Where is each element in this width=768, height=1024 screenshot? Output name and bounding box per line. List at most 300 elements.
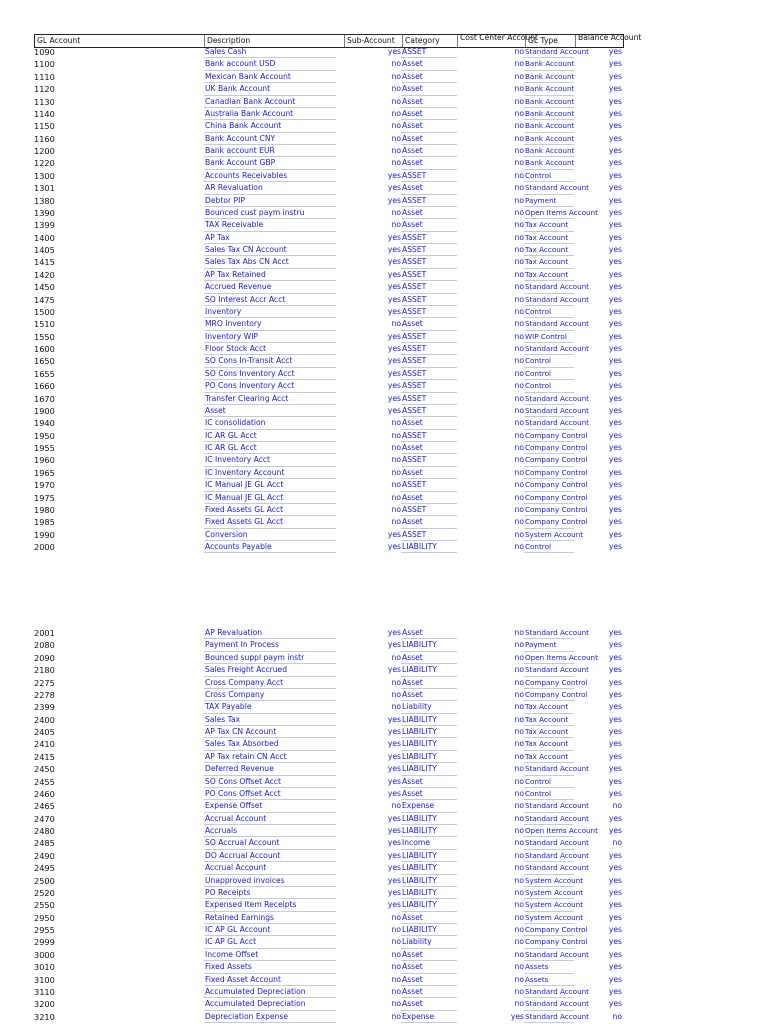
gl-type-cell: Company Control xyxy=(524,454,574,466)
gl-type-cell: Assets xyxy=(524,974,574,986)
description-cell: Canadian Bank Account xyxy=(204,96,336,108)
sub-account-cell: yes xyxy=(387,405,401,415)
description-cell: Income Offset xyxy=(204,949,336,961)
table-row xyxy=(34,145,624,157)
category-cell: Asset xyxy=(401,677,457,689)
balance-account-cell: yes xyxy=(608,776,622,786)
category-cell: LIABILITY xyxy=(401,862,457,874)
gl-account-cell: 2455 xyxy=(34,776,55,787)
description-cell: Debtor PIP xyxy=(204,195,336,207)
description-cell: Sales Freight Accrued xyxy=(204,664,336,676)
balance-account-cell: yes xyxy=(608,850,622,860)
cost-center-cell: no xyxy=(514,146,524,155)
gl-type-cell: Standard Account xyxy=(524,182,574,194)
balance-account-cell: yes xyxy=(608,108,622,118)
gl-account-cell: 1960 xyxy=(34,455,55,466)
gl-account-cell: 1160 xyxy=(34,133,55,144)
cost-center-cell: no xyxy=(514,257,524,267)
sub-account-cell: no xyxy=(391,962,401,972)
balance-account-cell: yes xyxy=(608,925,622,934)
balance-account-cell: yes xyxy=(608,640,622,650)
gl-type-cell: Bank Account xyxy=(524,96,574,108)
gl-type-cell: Standard Account xyxy=(524,343,574,355)
category-cell: Asset xyxy=(401,788,457,800)
gl-type-cell: Bank Account xyxy=(524,83,574,95)
cost-center-cell: no xyxy=(514,838,524,848)
sub-account-cell: no xyxy=(391,207,401,217)
sub-account-cell: no xyxy=(391,652,401,662)
table-row xyxy=(34,157,624,169)
table-row xyxy=(34,232,624,244)
cost-center-cell: no xyxy=(514,282,524,292)
account-table-section-1 xyxy=(34,46,624,553)
category-cell: LIABILITY xyxy=(401,875,457,887)
sub-account-cell: yes xyxy=(387,529,401,539)
sub-account-cell: yes xyxy=(387,764,401,774)
gl-account-cell: 2410 xyxy=(34,739,55,750)
cost-center-cell: no xyxy=(514,455,524,465)
description-cell: IC AP GL Acct xyxy=(204,936,336,948)
description-cell: Bank account EUR xyxy=(204,145,336,157)
gl-type-cell: Company Control xyxy=(524,430,574,442)
gl-account-cell: 2480 xyxy=(34,826,55,836)
cost-center-cell: no xyxy=(514,826,524,835)
description-cell: Deferred Revenue xyxy=(204,763,336,775)
gl-type-cell: Standard Account xyxy=(524,998,574,1010)
balance-account-cell: yes xyxy=(608,764,622,774)
cost-center-cell: no xyxy=(514,84,524,94)
gl-type-cell: Standard Account xyxy=(524,281,574,293)
balance-account-cell: yes xyxy=(608,133,622,143)
category-cell: Asset xyxy=(401,961,457,973)
cost-center-cell: no xyxy=(514,863,524,873)
gl-type-cell: System Account xyxy=(524,529,574,541)
description-cell: Bank Account CNY xyxy=(204,133,336,145)
description-cell: Australia Bank Account xyxy=(204,108,336,120)
sub-account-cell: yes xyxy=(387,826,401,835)
gl-type-cell: Bank Account xyxy=(524,58,574,70)
description-cell: SO Cons In-Transit Acct xyxy=(204,355,336,367)
description-cell: PO Cons Inventory Acct xyxy=(204,380,336,392)
gl-account-cell: 2450 xyxy=(34,764,55,775)
gl-account-cell: 1475 xyxy=(34,294,55,305)
cost-center-cell: no xyxy=(514,467,524,477)
gl-type-cell: Standard Account xyxy=(524,294,574,306)
table-row xyxy=(34,714,624,726)
gl-account-cell: 1550 xyxy=(34,331,55,342)
category-cell: LIABILITY xyxy=(401,763,457,775)
cost-center-cell: no xyxy=(514,529,524,539)
category-cell: Asset xyxy=(401,652,457,664)
gl-account-cell: 1980 xyxy=(34,504,55,515)
description-cell: Sales Tax Abs CN Acct xyxy=(204,256,336,268)
cost-center-cell: no xyxy=(514,96,524,106)
table-row xyxy=(34,813,624,825)
balance-account-cell: yes xyxy=(608,294,622,304)
header-balance-account: Balance Account xyxy=(575,35,624,47)
account-table-section-2 xyxy=(34,627,624,1023)
table-row xyxy=(34,368,624,380)
sub-account-cell: yes xyxy=(387,170,401,180)
gl-account-cell: 2500 xyxy=(34,875,55,886)
balance-account-cell: yes xyxy=(608,319,622,329)
category-cell: Asset xyxy=(401,108,457,120)
gl-type-cell: Tax Account xyxy=(524,714,574,726)
sub-account-cell: yes xyxy=(387,393,401,403)
category-cell: Asset xyxy=(401,627,457,639)
gl-account-cell: 1110 xyxy=(34,71,55,82)
category-cell: Asset xyxy=(401,442,457,454)
cost-center-cell: no xyxy=(514,962,524,972)
table-row xyxy=(34,1011,624,1023)
gl-account-cell: 1380 xyxy=(34,195,55,206)
category-cell: Expense xyxy=(401,1011,457,1023)
description-cell: Inventory WIP xyxy=(204,331,336,343)
sub-account-cell: no xyxy=(391,937,401,947)
cost-center-cell: no xyxy=(514,727,524,736)
category-cell: ASSET xyxy=(401,355,457,367)
balance-account-cell: yes xyxy=(608,937,622,947)
cost-center-cell: no xyxy=(514,689,524,699)
table-row xyxy=(34,306,624,318)
cost-center-cell: no xyxy=(514,344,524,353)
gl-account-cell: 2460 xyxy=(34,788,55,799)
balance-account-cell: yes xyxy=(608,628,622,637)
balance-account-cell: yes xyxy=(608,306,622,316)
table-row xyxy=(34,170,624,182)
category-cell: Asset xyxy=(401,71,457,83)
balance-account-cell: yes xyxy=(608,195,622,205)
cost-center-cell: no xyxy=(514,480,524,490)
category-cell: Asset xyxy=(401,998,457,1010)
table-row xyxy=(34,380,624,392)
sub-account-cell: yes xyxy=(387,331,401,341)
description-cell: SO Cons Inventory Acct xyxy=(204,368,336,380)
balance-account-cell: yes xyxy=(608,467,622,477)
gl-account-cell: 1955 xyxy=(34,443,55,453)
gl-type-cell: Standard Account xyxy=(524,1011,574,1023)
gl-type-cell: Bank Account xyxy=(524,71,574,83)
sub-account-cell: yes xyxy=(387,727,401,736)
table-row xyxy=(34,949,624,961)
balance-account-cell: yes xyxy=(608,504,622,514)
description-cell: Accumulated Depreciation xyxy=(204,986,336,998)
category-cell: LIABILITY xyxy=(401,899,457,911)
balance-account-cell: yes xyxy=(608,517,622,527)
table-row xyxy=(34,331,624,343)
gl-account-cell: 1500 xyxy=(34,306,55,317)
description-cell: TAX Receivable xyxy=(204,219,336,231)
description-cell: China Bank Account xyxy=(204,120,336,132)
gl-account-cell: 2520 xyxy=(34,887,55,898)
category-cell: LIABILITY xyxy=(401,850,457,862)
balance-account-cell: yes xyxy=(608,405,622,415)
sub-account-cell: no xyxy=(391,418,401,428)
gl-type-cell: Tax Account xyxy=(524,219,574,231)
gl-account-cell: 1900 xyxy=(34,405,55,416)
header-gl-type: GL Type xyxy=(525,35,575,47)
gl-type-cell: Company Control xyxy=(524,479,574,491)
gl-type-cell: Tax Account xyxy=(524,244,574,256)
gl-type-cell: Open Items Account xyxy=(524,207,574,219)
cost-center-cell: no xyxy=(514,925,524,934)
sub-account-cell: yes xyxy=(387,381,401,391)
gl-account-cell: 1130 xyxy=(34,96,55,107)
gl-type-cell: Standard Account xyxy=(524,986,574,998)
description-cell: TAX Payable xyxy=(204,701,336,713)
table-row xyxy=(34,467,624,479)
table-row xyxy=(34,182,624,194)
gl-type-cell: Tax Account xyxy=(524,751,574,763)
table-row xyxy=(34,664,624,676)
table-row xyxy=(34,825,624,837)
gl-type-cell: Control xyxy=(524,170,574,182)
table-row xyxy=(34,405,624,417)
category-cell: ASSET xyxy=(401,430,457,442)
sub-account-cell: yes xyxy=(387,232,401,242)
gl-type-cell: Tax Account xyxy=(524,269,574,281)
cost-center-cell: no xyxy=(514,47,524,56)
sub-account-cell: no xyxy=(391,677,401,687)
table-row xyxy=(34,492,624,504)
description-cell: Bank Account GBP xyxy=(204,157,336,169)
category-cell: ASSET xyxy=(401,454,457,466)
table-row xyxy=(34,738,624,750)
table-row xyxy=(34,800,624,812)
balance-account-cell: yes xyxy=(608,826,622,835)
table-row xyxy=(34,936,624,948)
description-cell: Cross Company Acct xyxy=(204,677,336,689)
gl-account-cell: 2465 xyxy=(34,801,55,812)
gl-type-cell: Control xyxy=(524,776,574,788)
gl-type-cell: Company Control xyxy=(524,492,574,504)
header-category: Category xyxy=(402,35,457,47)
balance-account-cell: yes xyxy=(608,170,622,180)
category-cell: ASSET xyxy=(401,281,457,293)
table-row xyxy=(34,108,624,120)
cost-center-cell: no xyxy=(514,912,524,922)
balance-account-cell: yes xyxy=(608,71,622,81)
table-row xyxy=(34,639,624,651)
balance-account-cell: yes xyxy=(608,962,622,972)
category-cell: ASSET xyxy=(401,170,457,182)
description-cell: Sales Tax CN Account xyxy=(204,244,336,256)
description-cell: Fixed Assets GL Acct xyxy=(204,516,336,528)
description-cell: Asset xyxy=(204,405,336,417)
balance-account-cell: yes xyxy=(608,912,622,922)
description-cell: AP Tax retain CN Acct xyxy=(204,751,336,763)
sub-account-cell: no xyxy=(391,158,401,168)
gl-account-cell: 2080 xyxy=(34,640,55,651)
sub-account-cell: yes xyxy=(387,344,401,353)
cost-center-cell: no xyxy=(514,108,524,118)
sub-account-cell: yes xyxy=(387,356,401,366)
cost-center-cell: no xyxy=(514,59,524,69)
gl-account-cell: 2399 xyxy=(34,702,55,713)
description-cell: Accrual Account xyxy=(204,813,336,825)
category-cell: LIABILITY xyxy=(401,664,457,676)
cost-center-cell: no xyxy=(514,628,524,637)
cost-center-cell: no xyxy=(514,418,524,428)
balance-account-cell: yes xyxy=(608,949,622,959)
category-cell: Asset xyxy=(401,157,457,169)
balance-account-cell: yes xyxy=(608,96,622,106)
sub-account-cell: no xyxy=(391,430,401,440)
gl-type-cell: Standard Account xyxy=(524,949,574,961)
balance-account-cell: yes xyxy=(608,344,622,353)
balance-account-cell: yes xyxy=(608,381,622,391)
category-cell: Asset xyxy=(401,986,457,998)
table-row xyxy=(34,850,624,862)
sub-account-cell: no xyxy=(391,84,401,94)
description-cell: AP Tax CN Account xyxy=(204,726,336,738)
gl-type-cell: Standard Account xyxy=(524,862,574,874)
cost-center-cell: no xyxy=(514,949,524,959)
gl-account-cell: 2415 xyxy=(34,751,55,762)
description-cell: SO Accrual Account xyxy=(204,837,336,849)
table-row xyxy=(34,751,624,763)
gl-type-cell: Tax Account xyxy=(524,256,574,268)
table-row xyxy=(34,195,624,207)
balance-account-cell: yes xyxy=(608,702,622,712)
category-cell: LIABILITY xyxy=(401,813,457,825)
category-cell: Asset xyxy=(401,318,457,330)
gl-account-cell: 2495 xyxy=(34,863,55,874)
gl-account-cell: 1120 xyxy=(34,84,55,95)
balance-account-cell: yes xyxy=(608,455,622,465)
gl-type-cell: Tax Account xyxy=(524,701,574,713)
sub-account-cell: no xyxy=(391,702,401,712)
sub-account-cell: yes xyxy=(387,863,401,873)
category-cell: ASSET xyxy=(401,306,457,318)
category-cell: ASSET xyxy=(401,195,457,207)
table-row xyxy=(34,454,624,466)
category-cell: ASSET xyxy=(401,46,457,58)
balance-account-cell: yes xyxy=(608,220,622,230)
category-cell: LIABILITY xyxy=(401,639,457,651)
category-cell: LIABILITY xyxy=(401,825,457,837)
description-cell: Retained Earnings xyxy=(204,912,336,924)
description-cell: Expense Offset xyxy=(204,800,336,812)
balance-account-cell: yes xyxy=(608,492,622,502)
table-row xyxy=(34,281,624,293)
balance-account-cell: yes xyxy=(608,84,622,94)
header-description: Description xyxy=(204,35,344,47)
description-cell: Bounced suppl paym instr xyxy=(204,652,336,664)
table-row xyxy=(34,83,624,95)
table-row xyxy=(34,862,624,874)
gl-type-cell: System Account xyxy=(524,875,574,887)
category-cell: Asset xyxy=(401,133,457,145)
sub-account-cell: yes xyxy=(387,368,401,378)
table-row xyxy=(34,256,624,268)
table-row xyxy=(34,58,624,70)
gl-type-cell: Bank Account xyxy=(524,108,574,120)
gl-account-cell: 3210 xyxy=(34,1011,55,1022)
balance-account-cell: yes xyxy=(608,269,622,279)
table-row xyxy=(34,46,624,58)
category-cell: LIABILITY xyxy=(401,726,457,738)
sub-account-cell: yes xyxy=(387,887,401,897)
cost-center-cell: no xyxy=(514,393,524,403)
gl-type-cell: Company Control xyxy=(524,442,574,454)
sub-account-cell: no xyxy=(391,108,401,118)
gl-type-cell: Control xyxy=(524,541,574,553)
description-cell: Floor Stock Acct xyxy=(204,343,336,355)
balance-account-cell: no xyxy=(612,801,622,811)
category-cell: ASSET xyxy=(401,529,457,541)
balance-account-cell: yes xyxy=(608,443,622,452)
table-row xyxy=(34,393,624,405)
gl-type-cell: Control xyxy=(524,788,574,800)
category-cell: ASSET xyxy=(401,331,457,343)
gl-account-cell: 3100 xyxy=(34,974,55,985)
cost-center-cell: no xyxy=(514,702,524,712)
balance-account-cell: yes xyxy=(608,665,622,675)
gl-account-cell: 1301 xyxy=(34,183,55,194)
gl-type-cell: Tax Account xyxy=(524,726,574,738)
table-row xyxy=(34,677,624,689)
category-cell: ASSET xyxy=(401,368,457,380)
category-cell: ASSET xyxy=(401,380,457,392)
sub-account-cell: yes xyxy=(387,542,401,551)
cost-center-cell: no xyxy=(514,788,524,798)
sub-account-cell: no xyxy=(391,455,401,465)
gl-type-cell: Standard Account xyxy=(524,664,574,676)
table-row xyxy=(34,71,624,83)
gl-type-cell: Tax Account xyxy=(524,232,574,244)
table-row xyxy=(34,318,624,330)
sub-account-cell: no xyxy=(391,689,401,699)
description-cell: Transfer Clearing Acct xyxy=(204,393,336,405)
table-row xyxy=(34,763,624,775)
balance-account-cell: yes xyxy=(608,47,622,56)
table-row xyxy=(34,924,624,936)
category-cell: ASSET xyxy=(401,343,457,355)
gl-type-cell: Standard Account xyxy=(524,837,574,849)
header-gl-account: GL Account xyxy=(34,35,204,47)
cost-center-cell: no xyxy=(514,430,524,440)
sub-account-cell: no xyxy=(391,96,401,106)
table-row xyxy=(34,998,624,1010)
description-cell: Accounts Receivables xyxy=(204,170,336,182)
table-row xyxy=(34,343,624,355)
cost-center-cell: no xyxy=(514,714,524,724)
description-cell: IC AR GL Acct xyxy=(204,442,336,454)
cost-center-cell: no xyxy=(514,900,524,910)
cost-center-cell: no xyxy=(514,677,524,687)
sub-account-cell: yes xyxy=(387,813,401,823)
gl-type-cell: Assets xyxy=(524,961,574,973)
description-cell: IC AR GL Acct xyxy=(204,430,336,442)
gl-account-cell: 1670 xyxy=(34,393,55,404)
sub-account-cell: yes xyxy=(387,628,401,637)
cost-center-cell: no xyxy=(514,652,524,662)
cost-center-cell: no xyxy=(514,974,524,984)
balance-account-cell: no xyxy=(612,1011,622,1021)
cost-center-cell: no xyxy=(514,356,524,366)
description-cell: Mexican Bank Account xyxy=(204,71,336,83)
cost-center-cell: no xyxy=(514,71,524,81)
category-cell: Asset xyxy=(401,974,457,986)
gl-account-cell: 1450 xyxy=(34,282,55,293)
balance-account-cell: yes xyxy=(608,714,622,724)
cost-center-cell: no xyxy=(514,381,524,391)
gl-account-cell: 3010 xyxy=(34,962,55,973)
description-cell: Accrued Revenue xyxy=(204,281,336,293)
sub-account-cell: no xyxy=(391,912,401,922)
balance-account-cell: no xyxy=(612,838,622,848)
